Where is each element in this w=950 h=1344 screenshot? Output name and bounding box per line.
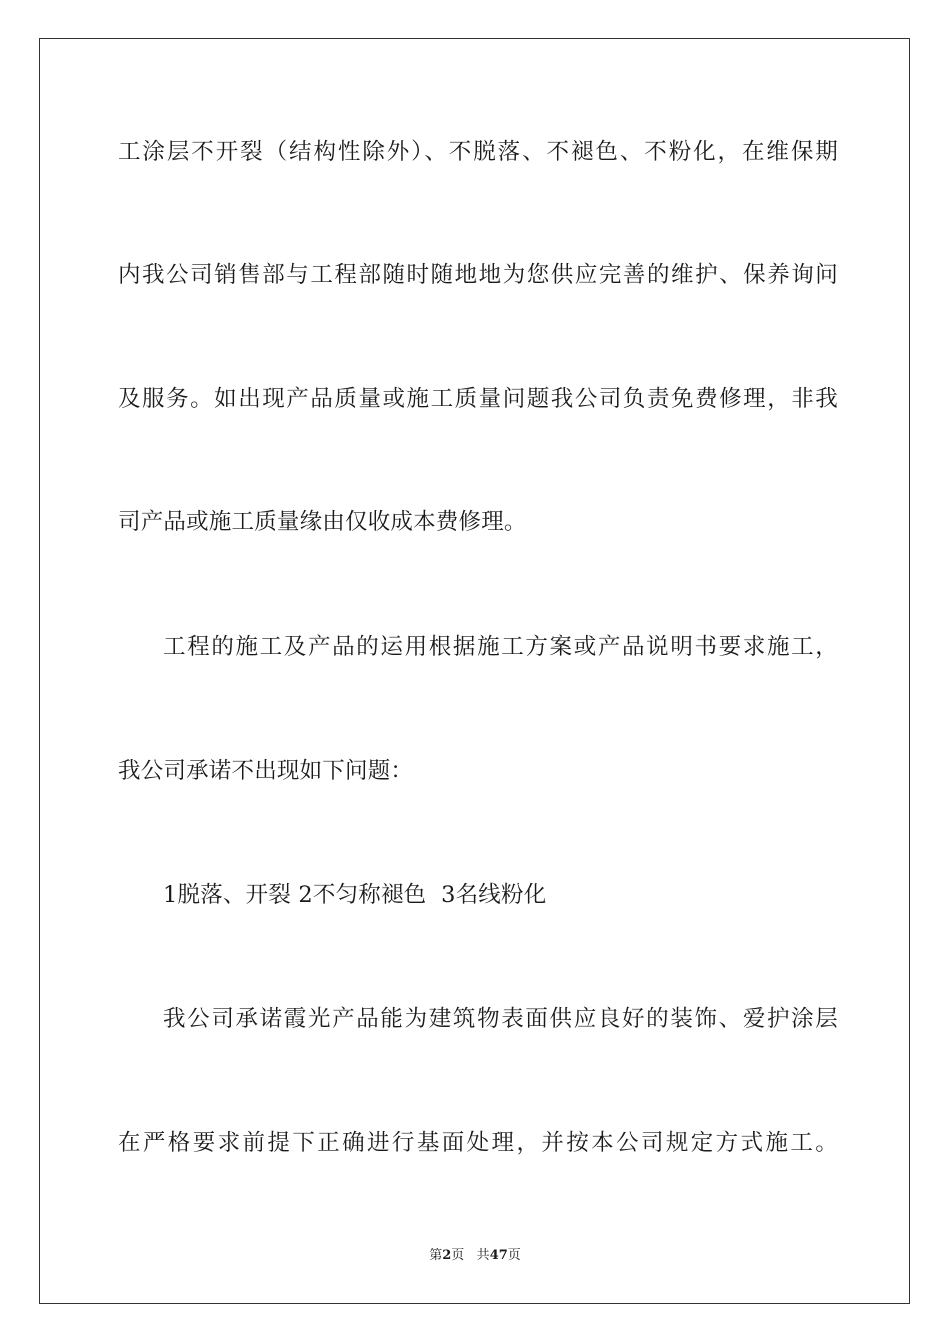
- total-suffix: 页: [507, 1248, 521, 1263]
- total-pages: 47: [489, 1248, 508, 1263]
- paragraph-3-line-2: 在严格要求前提下正确进行基面处理，并按本公司规定方式施工。: [118, 1130, 838, 1156]
- body-line-3: 及服务。如出现产品质量或施工质量问题我公司负责免费修理，非我: [118, 386, 838, 412]
- page-suffix: 页: [451, 1248, 465, 1263]
- page-prefix: 第: [429, 1248, 443, 1263]
- paragraph-3-line-1: 我公司承诺霞光产品能为建筑物表面供应良好的装饰、爱护涂层: [163, 1006, 838, 1032]
- problem-list: 1脱落、开裂 2不匀称褪色 3名线粉化: [163, 882, 547, 908]
- page-border: [39, 38, 910, 1304]
- paragraph-2-line-1: 工程的施工及产品的运用根据施工方案或产品说明书要求施工，: [163, 634, 838, 660]
- body-line-4: 司产品或施工质量缘由仅收成本费修理。: [118, 509, 527, 535]
- body-line-2: 内我公司销售部与工程部随时随地地为您供应完善的维护、保养询问: [118, 262, 838, 288]
- page-number: 2: [442, 1248, 452, 1263]
- body-line-1: 工涂层不开裂（结构性除外）、不脱落、不褪色、不粉化，在维保期: [118, 139, 838, 165]
- total-prefix: 共: [476, 1248, 490, 1263]
- paragraph-2-line-2: 我公司承诺不出现如下问题：: [118, 758, 414, 784]
- page-footer: [0, 1247, 950, 1265]
